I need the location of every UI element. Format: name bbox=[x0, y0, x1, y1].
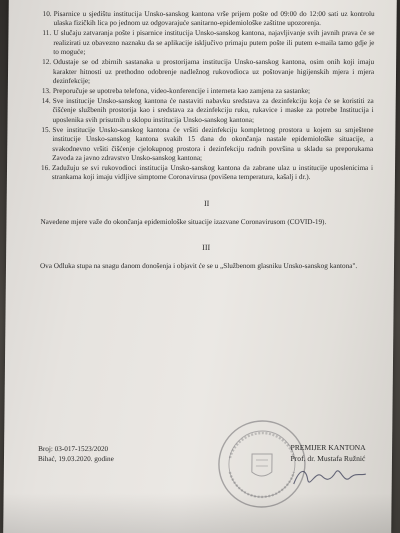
handwritten-signature bbox=[290, 462, 370, 492]
place-date: Bihać, 19.03.2020. godine bbox=[37, 455, 114, 463]
item-text: Sve institucije Unsko-sanskog kantona će vršiti dezinfekciju kompletnog prostora u kojem su smještene institucije Unsko-sanskog kantona svakih 15 dana do okončanja nastale epidemiološke situacije, a svakodnevno vršiti čišćenje cjelokupnog prostora i dezinfekciju radnih površina u skladu sa preporukama Zavoda za javno zdravstvo Unsko-sanskog kantona; bbox=[52, 125, 374, 163]
item-number: 16. bbox=[40, 164, 51, 173]
measures-list bbox=[41, 10, 375, 183]
list-item bbox=[41, 126, 373, 164]
item-text: Preporučuje se upotreba telefona, video-konferencije i interneta kao zamjena za sastanke; bbox=[52, 87, 311, 96]
page-shadow bbox=[3, 493, 397, 533]
document-content bbox=[40, 10, 375, 272]
list-item bbox=[41, 164, 373, 183]
item-number: 11. bbox=[42, 29, 52, 38]
list-item bbox=[42, 29, 374, 57]
item-number: 10. bbox=[42, 10, 52, 18]
item-text: Zadužuju se svi rukovodioci institucija Unsko-sanskog kantona da zabrane ulaz u institucije uposlenicima i strankama koji imaju vidljive simptome Coronavirusa (povišena temperatura, kašalj i dr.). bbox=[51, 164, 374, 182]
list-item bbox=[42, 58, 374, 86]
reference-number: Broj: 03-017-1523/2020 bbox=[38, 445, 109, 453]
signature-block bbox=[268, 442, 388, 464]
section-heading-ii: II bbox=[203, 198, 210, 208]
item-number: 13. bbox=[41, 87, 51, 96]
section-heading-iii: III bbox=[202, 243, 211, 253]
section-iii-text: Ova Odluka stupa na snagu danom donošenja i objavit će se u „Službenom glasniku Unsko-sanskog kantona". bbox=[39, 262, 358, 271]
section-ii-text: Navedene mjere važe do okončanja epidemiološke situacije izazvane Coronavirusom (COVID-19). bbox=[40, 217, 327, 226]
list-item bbox=[41, 97, 373, 125]
item-number: 12. bbox=[42, 58, 52, 67]
item-text: Sve institucije Unsko-sanskog kantona će nastaviti nabavku sredstava za dezinfekciju koja će se koristiti za čišćenje službenih prostorija kao i sredstava za dezinfekciju ruku, rukavice i maske za potrebe Institucija i uposlenika svih prisutnih u sklopu institucija Unsko-sanskog kantona; bbox=[52, 97, 374, 124]
signer-name: Prof. dr. Mustafa Ružnić bbox=[290, 454, 366, 463]
item-text: Odustaje se od zbirnih sastanaka u prostorijama institucija Unsko-sanskog kantona, osim onih koji imaju karakter hitnosti uz prethodno odobrenje nadležnog rukovodioca uz poštovanje higijenskih mjera i mjera dezinfekcije; bbox=[52, 58, 375, 86]
document-footer bbox=[38, 444, 114, 464]
document-page bbox=[3, 0, 397, 533]
item-text: U slučaju zatvaranja pošte i pisarnice institucija Unsko-sanskog kantona, najavljivanje svih javnih prava će se realizirati uz obavezno naznaku da se aplikacije isključivo primaju putem pošte ili putem e-maila tamo gdje je to moguće; bbox=[53, 29, 375, 57]
signer-title: PREMIJER KANTONA bbox=[290, 443, 366, 452]
item-number: 14. bbox=[41, 97, 51, 106]
item-number: 15. bbox=[41, 125, 51, 134]
list-item bbox=[42, 10, 374, 29]
item-text: Pisarnice u sjedištu institucija Unsko-sanskog kantona vrše prijem pošte od 09:00 do 12:00 sati uz kontrolu ulaska fizičkih lica po jednom uz odgovarajuće sanitarno-epidemiološke zaštitne upozorenja. bbox=[53, 10, 375, 28]
list-item bbox=[42, 87, 374, 96]
